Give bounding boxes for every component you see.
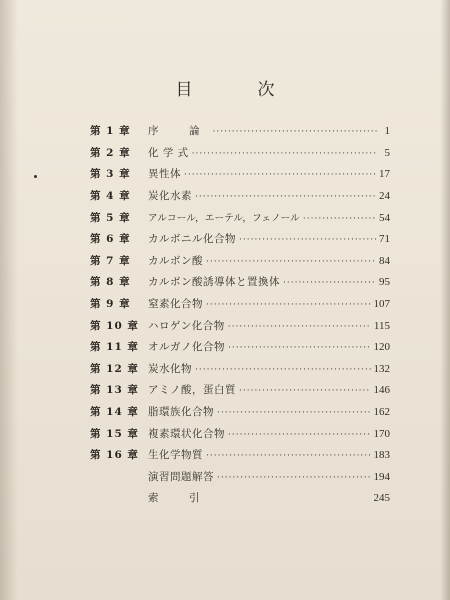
toc-row-index — [90, 487, 390, 509]
toc-row-ch4 — [90, 185, 390, 207]
page-number: 120 — [373, 341, 390, 354]
toc-row-ch7 — [90, 250, 390, 272]
dot-leader — [192, 149, 377, 159]
page-number: 24 — [379, 190, 390, 203]
page-number: 170 — [373, 427, 390, 440]
entry-title: 異性体 — [148, 168, 181, 181]
dot-leader — [213, 127, 378, 137]
toc-entry — [148, 361, 390, 376]
toc-row-ch13 — [90, 379, 390, 401]
dot-leader — [303, 214, 376, 224]
entry-title: カルボン酸 — [148, 254, 203, 267]
chapter-label: 第 11 章 — [90, 341, 139, 354]
chapter-label: 第 13 章 — [90, 384, 139, 397]
dot-leader — [228, 430, 371, 440]
entry-title: 複素環状化合物 — [148, 427, 225, 440]
toc-row-ch8 — [90, 271, 390, 293]
chapter-label: 第 5 章 — [90, 211, 131, 224]
toc-entry — [148, 404, 390, 419]
dot-leader — [283, 278, 376, 288]
toc-entry — [148, 123, 390, 138]
page-number: 84 — [379, 254, 390, 267]
chapter-label: 第 4 章 — [90, 190, 131, 203]
dot-leader — [239, 235, 376, 245]
toc-entry — [148, 188, 390, 203]
dot-leader — [195, 192, 376, 202]
dot-leader — [228, 343, 371, 353]
entry-title: 演習問題解答 — [148, 470, 214, 483]
entry-title: 序 論 — [148, 125, 210, 138]
toc-row-ch11 — [90, 336, 390, 358]
entry-title: 生化学物質 — [148, 449, 203, 462]
dot-leader — [217, 473, 371, 483]
toc-entry — [148, 490, 390, 505]
entry-title: ハロゲン化合物 — [148, 319, 225, 332]
chapter-label: 第 16 章 — [90, 449, 139, 462]
toc-row-ch16 — [90, 444, 390, 466]
toc-row-ch15 — [90, 422, 390, 444]
toc-entry — [148, 318, 390, 333]
page-number: 54 — [379, 212, 390, 225]
entry-title: 脂環族化合物 — [148, 406, 214, 419]
dot-leader — [206, 257, 376, 267]
entry-title: カルボニル化合物 — [148, 233, 236, 246]
entry-title: 炭化水素 — [148, 190, 192, 203]
toc-entry — [148, 426, 390, 441]
entry-title: 炭水化物 — [148, 362, 192, 375]
entry-title: 窒素化合物 — [148, 298, 203, 311]
toc-row-ch5 — [90, 206, 390, 228]
entry-title: アルコール，エーテル，フェノール — [148, 213, 300, 225]
page-number: 1 — [384, 125, 390, 138]
toc-entry — [148, 253, 390, 268]
toc-row-answers — [90, 466, 390, 488]
toc-row-ch3 — [90, 163, 390, 185]
toc-entry — [148, 274, 390, 289]
toc-entry — [148, 145, 390, 160]
toc-row-ch12 — [90, 358, 390, 380]
page-number: 71 — [379, 233, 390, 246]
entry-title: 索 引 — [148, 492, 210, 505]
chapter-label: 第 12 章 — [90, 362, 139, 375]
entry-title: 化 学 式 — [148, 146, 189, 159]
toc-entry — [148, 339, 390, 354]
chapter-label: 第 2 章 — [90, 146, 131, 159]
page-number: 115 — [373, 319, 390, 332]
page-number: 132 — [373, 362, 390, 375]
dot-leader — [239, 386, 371, 396]
chapter-label: 第 7 章 — [90, 254, 131, 267]
toc-row-ch14 — [90, 401, 390, 423]
page-number: 245 — [373, 492, 390, 505]
chapter-label: 第 1 章 — [90, 125, 131, 138]
toc-row-ch1 — [90, 120, 390, 142]
page-number: 17 — [379, 168, 390, 181]
chapter-label: 第 3 章 — [90, 168, 131, 181]
toc-entry — [148, 447, 390, 462]
page-number: 183 — [373, 449, 390, 462]
toc-entry — [148, 469, 390, 484]
entry-title: オルガノ化合物 — [148, 341, 225, 354]
chapter-label: 第 15 章 — [90, 427, 139, 440]
page-number: 107 — [373, 298, 390, 311]
page-number: 146 — [373, 384, 390, 397]
ink-speck — [34, 175, 37, 178]
toc-row-ch2 — [90, 142, 390, 164]
toc-entry — [148, 210, 390, 224]
dot-leader — [184, 170, 376, 180]
chapter-label: 第 8 章 — [90, 276, 131, 289]
toc-row-ch9 — [90, 293, 390, 315]
dot-leader — [195, 365, 371, 375]
table-of-contents — [90, 120, 390, 509]
dot-leader — [228, 322, 371, 332]
toc-entry — [148, 382, 390, 397]
chapter-label: 第 14 章 — [90, 406, 139, 419]
page-title: 目 次 — [175, 80, 299, 100]
dot-leader — [206, 300, 371, 310]
toc-entry — [148, 166, 390, 181]
dot-leader — [217, 408, 371, 418]
page-number: 95 — [379, 276, 390, 289]
dot-leader — [206, 451, 371, 461]
toc-row-ch10 — [90, 314, 390, 336]
page-number: 5 — [384, 146, 390, 159]
page-number: 162 — [373, 406, 390, 419]
chapter-label: 第 10 章 — [90, 319, 139, 332]
entry-title: アミノ酸，蛋白質 — [148, 384, 236, 397]
entry-title: カルボン酸誘導体と置換体 — [148, 276, 280, 289]
chapter-label: 第 9 章 — [90, 298, 131, 311]
toc-entry — [148, 296, 390, 311]
page-number: 194 — [373, 470, 390, 483]
toc-row-ch6 — [90, 228, 390, 250]
chapter-label: 第 6 章 — [90, 233, 131, 246]
toc-entry — [148, 231, 390, 246]
